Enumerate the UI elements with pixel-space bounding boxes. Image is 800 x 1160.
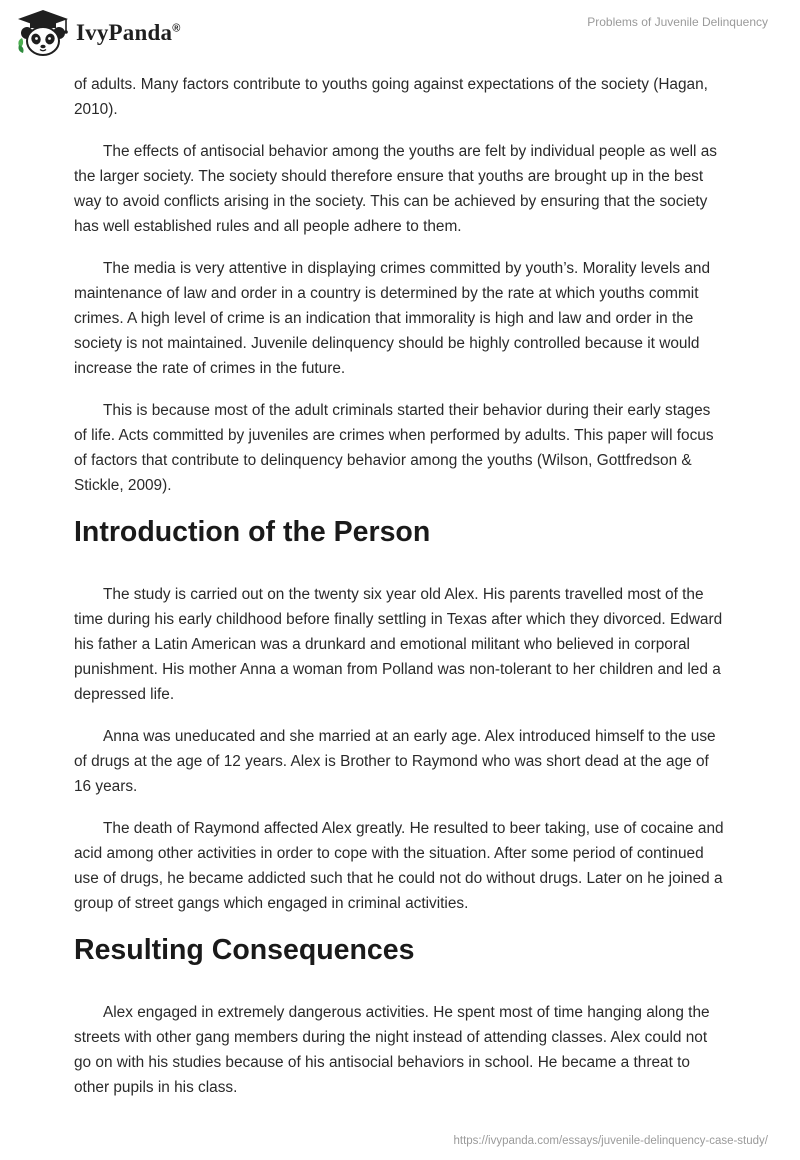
panda-graduate-icon [14, 8, 72, 58]
essay-body [74, 72, 726, 1117]
paragraph-continuation: of adults. Many factors contribute to youths going against expectations of the society (Hagan, 2010). [74, 76, 708, 118]
source-url[interactable]: https://ivypanda.com/essays/juvenile-delinquency-case-study/ [453, 1135, 768, 1147]
paragraph: The media is very attentive in displaying crimes committed by youth’s. Morality levels and maintenance of law and order in a country is determined by the rate at which youths commit crimes. A high level of crime is an indication that immorality is high and law and order in the society is not maintained. Juvenile delinquency should be highly controlled because it would increase the rate of crimes in the future. [74, 260, 711, 377]
paragraph: The effects of antisocial behavior among the youths are felt by individual people as well as the larger society. The society should therefore ensure that youths are brought up in the best way to avoid conflicts arising in the society. This can be achieved by ensuring that the society has well established rules and all people adhere to them. [74, 143, 717, 235]
paragraph: The death of Raymond affected Alex greatly. He resulted to beer taking, use of cocaine and acid among other activities in order to cope with the situation. After some period of continued use of drugs, he became addicted such that he could not do without drugs. Later on he joined a group of street gangs which engaged in criminal activities. [74, 820, 724, 912]
paragraph: The study is carried out on the twenty six year old Alex. His parents travelled most of the time during his early childhood before finally settling in Texas after which they divorced. Edward his father a Latin American was a drunkard and emotional militant who believed in corporal punishment. His mother Anna a woman from Polland was non-tolerant to her children and led a depressed life. [74, 586, 723, 703]
section-heading-consequences: Resulting Consequences [74, 934, 415, 966]
ivypanda-logo[interactable] [14, 8, 181, 58]
section-heading-introduction: Introduction of the Person [74, 516, 431, 548]
paragraph: This is because most of the adult criminals started their behavior during their early stages of life. Acts committed by juveniles are crimes when performed by adults. This paper will focus of factors that contribute to delinquency behavior among the youths (Wilson, Gottfredson & Stickle, 2009). [74, 402, 714, 494]
document-title: Problems of Juvenile Delinquency [587, 15, 768, 29]
brand-name: IvyPanda® [76, 20, 181, 45]
page-header [0, 0, 800, 68]
paragraph: Alex engaged in extremely dangerous activities. He spent most of time hanging along the streets with other gang members during the night instead of attending classes. Alex could not go on with his studies because of his antisocial behaviors in school. He became a threat to other pupils in his class. [74, 1004, 710, 1096]
paragraph: Anna was uneducated and she married at an early age. Alex introduced himself to the use of drugs at the age of 12 years. Alex is Brother to Raymond who was short dead at the age of 16 years. [74, 728, 716, 795]
